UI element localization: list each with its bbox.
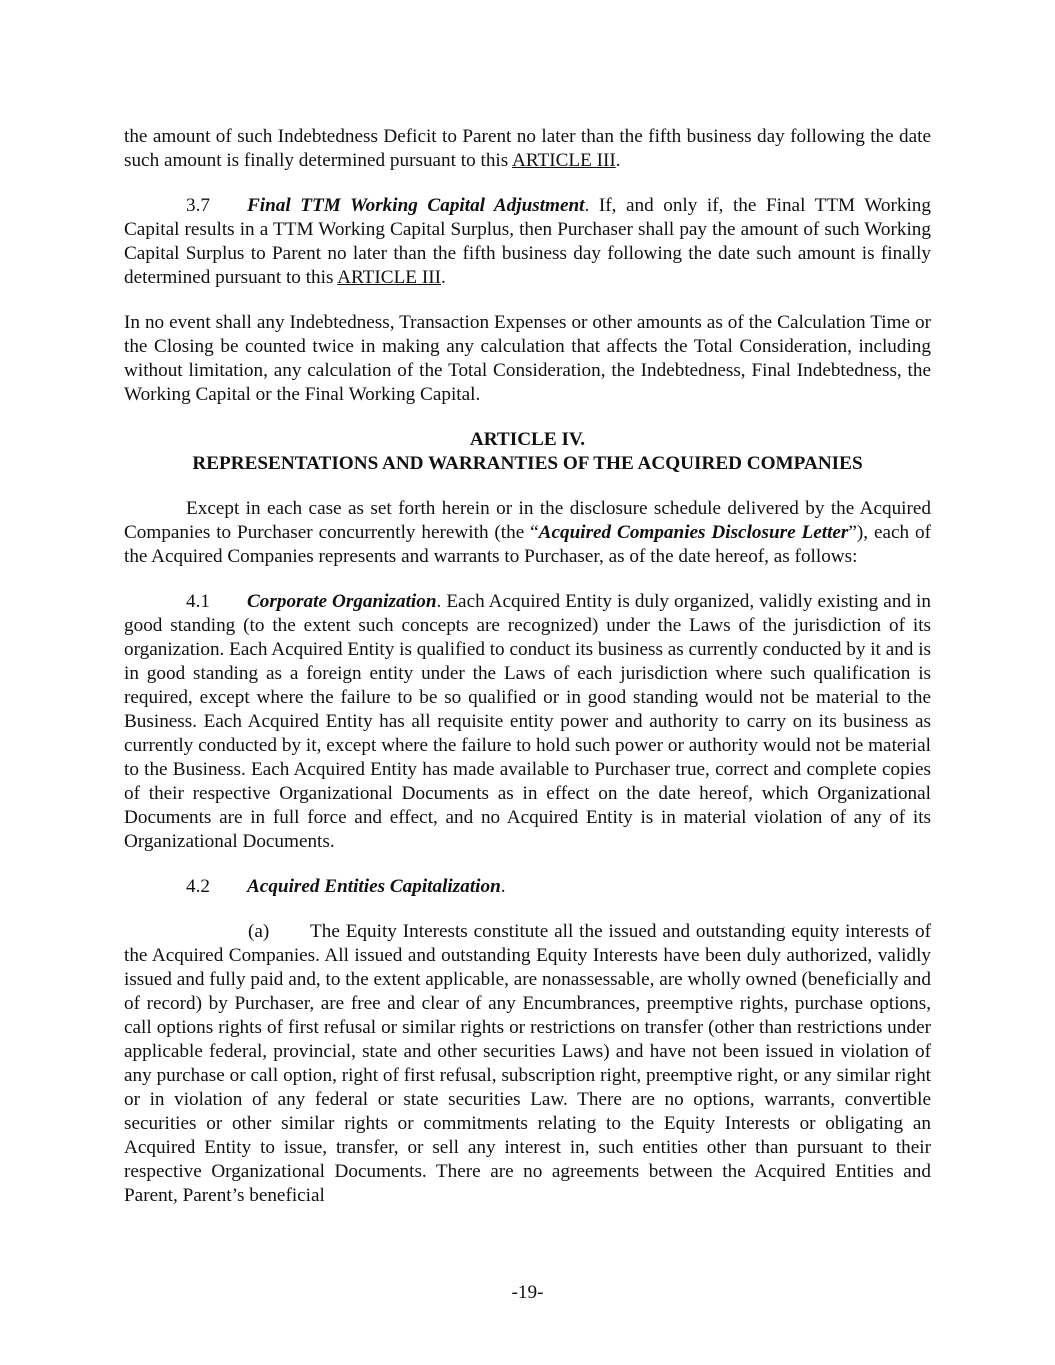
section-text: Each Acquired Entity is duly organized, validly existing and in good standing (to the extent such concepts are recognized) under the Laws of the jurisdiction of its organization. Each Acquired Entity is qualified to conduct its business as currently conducted by it and is in good standing as a foreign entity under the Laws of each jurisdiction where such qualification is required, except where the failure to be so qualified or in good standing would not be material to the Business. Each Acquired Entity has all requisite entity power and authority to carry on its business as currently conducted by it, except where the failure to hold such power or authority would not be material to the Business. Each Acquired Entity has made available to Purchaser true, correct and complete copies of their respective Organizational Documents as in effect on the date hereof, which Organizational Documents are in full force and effect, and no Acquired Entity is in material violation of any of its Organizational Documents.: [124, 591, 931, 852]
section-end: .: [441, 267, 446, 288]
intro-text-before: Except in each case as set forth herein or in the disclosure schedule delivered by the Acquired Companies to Purchaser concurrently herewith (the “: [124, 498, 931, 543]
section-title-end: .: [436, 591, 442, 612]
paragraph-3-6-continuation: [124, 125, 931, 173]
paragraph-text: the amount of such Indebtedness Deficit to Parent no later than the fifth business day following the date such amount is finally determined pursuant to this: [124, 126, 931, 171]
subsection-label: (a): [248, 921, 270, 942]
article-iv-intro: [124, 497, 931, 569]
intro-text-after: ”), each of the Acquired Companies represents and warrants to Purchaser, as of the date hereof, as follows:: [124, 522, 931, 567]
article-iii-reference: ARTICLE III: [511, 150, 616, 171]
article-title: REPRESENTATIONS AND WARRANTIES OF THE ACQUIRED COMPANIES: [192, 453, 863, 474]
section-title-end: .: [500, 876, 506, 897]
no-double-count-paragraph: In no event shall any Indebtedness, Transaction Expenses or other amounts as of the Calculation Time or the Closing be counted twice in making any calculation that affects the Total Consideration, including without limitation, any calculation of the Total Consideration, the Indebtedness, Final Indebtedness, the Working Capital or the Final Working Capital.: [124, 312, 931, 405]
section-title: Final TTM Working Capital Adjustment: [247, 195, 585, 216]
document-page: [124, 125, 931, 1229]
article-iv-heading: [124, 428, 931, 476]
section-4-2-a: [124, 920, 931, 1208]
article-number: ARTICLE IV.: [469, 429, 586, 450]
section-title: Acquired Entities Capitalization: [247, 876, 501, 897]
paragraph-end: .: [615, 150, 621, 171]
section-number: 4.2: [186, 876, 210, 897]
section-text: If, and only if, the Final TTM Working Capital results in a TTM Working Capital Surplus, then Purchaser shall pay the amount of such Working Capital Surplus to Parent no later than the fifth business day following the date such amount is finally determined pursuant to this: [124, 195, 931, 288]
defined-term: Acquired Companies Disclosure Letter: [538, 522, 849, 543]
section-title-end: .: [584, 195, 590, 216]
article-iii-reference: ARTICLE III: [337, 267, 441, 288]
section-number: 3.7: [186, 195, 210, 216]
section-4-2: [124, 875, 931, 899]
section-3-7: [124, 194, 931, 290]
subsection-text: The Equity Interests constitute all the issued and outstanding equity interests of the Acquired Companies. All issued and outstanding Equity Interests have been duly authorized, validly issued and fully paid and, to the extent applicable, are nonassessable, are wholly owned (beneficially and of record) by Purchaser, are free and clear of any Encumbrances, preemptive rights, purchase options, call options rights of first refusal or similar rights or restrictions on transfer (other than restrictions under applicable federal, provincial, state and other securities Laws) and have not been issued in violation of any purchase or call option, right of first refusal, subscription right, preemptive right, or any similar right or in violation of any federal or state securities Law. There are no options, warrants, convertible securities or other similar rights or commitments relating to the Equity Interests or obligating an Acquired Entity to issue, transfer, or sell any interest in, such entities other than pursuant to their respective Organizational Documents. There are no agreements between the Acquired Entities and Parent, Parent’s beneficial: [124, 921, 931, 1206]
page-number: -19-: [511, 1282, 544, 1303]
section-title: Corporate Organization: [247, 591, 437, 612]
section-4-1: [124, 590, 931, 854]
section-number: 4.1: [186, 591, 210, 612]
